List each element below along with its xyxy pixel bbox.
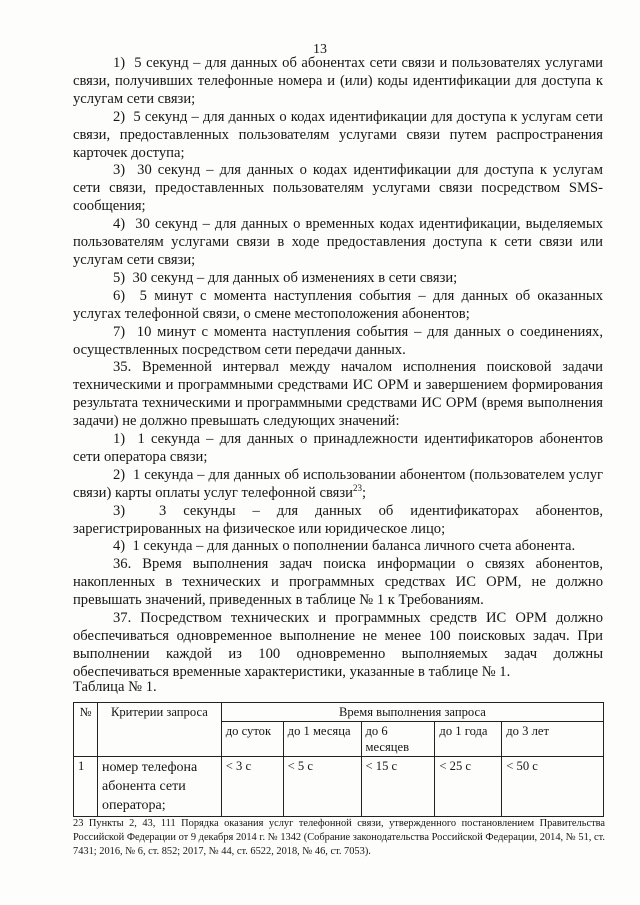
table-caption: Таблица № 1.	[73, 679, 157, 695]
header-time: Время выполнения запроса	[221, 703, 603, 722]
clause-36: 36. Время выполнения задач поиска информации о связях абонентов, накопленных в технических и программных средствах ИС ОРМ, не должно превышать значений, приведенных в таблице № 1 к Требованиям.	[73, 556, 603, 609]
list-item: 1) 1 секунда – для данных о принадлежности идентификаторов абонентов сети оператора связи;	[73, 431, 603, 465]
list-item	[73, 467, 603, 503]
list-item: 6) 5 минут с момента наступления события – для данных об оказанных услугах телефонной связи, о смене местоположения абонентов;	[73, 287, 603, 322]
row-criteria: номер телефона абонента сети оператора;	[97, 757, 221, 817]
header-period: до 6 месяцев	[361, 722, 435, 757]
header-period: до 1 месяца	[283, 722, 361, 757]
footnote-ref[interactable]: 23	[352, 482, 362, 493]
table-row	[74, 757, 604, 817]
row-value: < 25 с	[435, 757, 502, 817]
list-item: 5) 30 секунд – для данных об изменениях в сети связи;	[113, 269, 458, 286]
header-criteria: Критерии запроса	[97, 703, 221, 757]
list-item: 7) 10 минут с момента наступления события – для данных о соединениях, осуществленных посредством сети передачи данных.	[73, 323, 603, 358]
list-item: 1) 5 секунд – для данных об абонентах сети связи и пользователях услугами связи, получивших телефонные номера и (или) коды идентификации для доступа к услугам сети связи;	[73, 55, 603, 107]
list-item: 3) 30 секунд – для данных о кодах идентификации для доступа к услугам сети связи, предоставленных пользователям услугами связи посредством SMS-сообщения;	[73, 162, 603, 215]
header-num: №	[74, 703, 98, 757]
row-value: < 15 с	[361, 757, 435, 817]
header-period: до суток	[221, 722, 283, 757]
header-period: до 3 лет	[502, 722, 604, 757]
list-item: 4) 30 секунд – для данных о временных кодах идентификации, выделяемых пользователям услугами связи в ходе предоставления доступа к сети связи или услугам сети связи;	[73, 216, 603, 268]
list-item-text: 2) 1 секунда – для данных об использовании абонентом (пользователем услуг связи) карты оплаты услуг телефонной связи	[73, 466, 603, 501]
list-item: 4) 1 секунда – для данных о пополнении баланса личного счета абонента.	[113, 538, 576, 555]
row-value: < 3 с	[221, 757, 283, 817]
clause-35: 35. Временной интервал между началом исполнения поисковой задачи техническими и программными средствами ИС ОРМ и завершением формирования результата техническими и программными средствами ИС ОРМ (время выполнения задачи) не должно превышать следующих значений:	[73, 359, 603, 430]
list-item: 2) 5 секунд – для данных о кодах идентификации для доступа к услугам сети связи, предоставленных пользователям услугами связи путем распространения карточек доступа;	[73, 108, 603, 161]
document-body	[73, 55, 603, 682]
footnote: 23 Пункты 2, 43, 111 Порядка оказания услуг телефонной связи, утвержденного постановлением Правительства Российской Федерации от 9 декабря 2014 г. № 1342 (Собрание законодательства Российской Федерации, 2014, № 51, ст. 7431; 2016, № 6, ст. 852; 2017, № 44, ст. 6522, 2018, № 46, ст. 7053).	[73, 818, 605, 857]
row-value: < 50 с	[502, 757, 604, 817]
requirements-table	[73, 702, 604, 817]
row-num: 1	[74, 757, 98, 817]
clause-37: 37. Посредством технических и программных средств ИС ОРМ должно обеспечиваться одновременное выполнение не менее 100 поисковых задач. При выполнении каждой из 100 одновременно выполняемых задач должны обеспечиваться временные характеристики, указанные в таблице № 1.	[73, 610, 603, 680]
row-value: < 5 с	[283, 757, 361, 817]
header-period: до 1 года	[435, 722, 502, 757]
table-header-row	[74, 703, 604, 722]
page-number: 13	[313, 42, 327, 57]
list-item-end: ;	[361, 484, 367, 501]
list-item: 3) 3 секунды – для данных об идентификаторах абонентов, зарегистрированных на физическое или юридическое лицо;	[73, 502, 603, 537]
